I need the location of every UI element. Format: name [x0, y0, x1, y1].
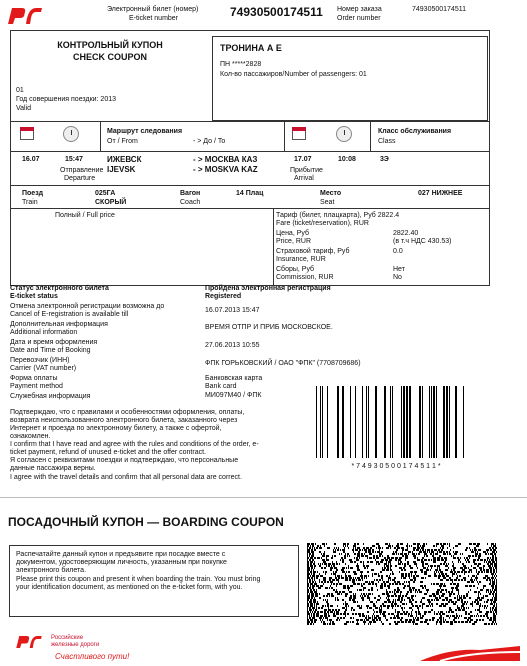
payment-label-ru: Форма оплаты: [10, 375, 58, 382]
footer-slogan: Счастливого пути!: [55, 652, 130, 661]
status-value-en: Registered: [205, 293, 242, 300]
tariff-label-ru: Тариф (билет, плацкарта), Руб 2822.4: [276, 212, 400, 219]
passenger-count: Кол-во пассажиров/Number of passengers: 01: [220, 71, 367, 78]
cancel-value: 16.07.2013 15:47: [205, 307, 260, 314]
price-value: 2822.40: [393, 230, 419, 237]
booking-label-ru: Дата и время оформления: [10, 339, 98, 346]
agreement-line: ознакомлен.: [10, 433, 51, 440]
booking-label-en: Date and Time of Booking: [10, 347, 91, 354]
train-label-ru: Поезд: [22, 190, 44, 197]
route-from-label: От / From: [107, 138, 138, 145]
footer-logo-line1: Российские: [51, 635, 84, 641]
order-label-en: Order number: [337, 15, 381, 22]
status-value-ru: Пройдена электронная регистрация: [205, 285, 331, 292]
order-number: 74930500174511: [412, 6, 466, 13]
departure-date: 16.07: [22, 156, 40, 163]
to-station-ru: - > МОСКВА КАЗ: [193, 155, 258, 164]
agreement-line: возврата неиспользованного электронного билета, заказанного через: [10, 417, 238, 424]
agreement-line: Интернет и проезда по электронному билету, а также с офертой,: [10, 425, 222, 432]
addinfo-value: ВРЕМЯ ОТПР И ПРИБ МОСКОВСКОЕ.: [205, 324, 333, 331]
passenger-name: ТРОНИНА А Е: [220, 43, 282, 53]
boarding-line: Распечатайте данный купон и предъявите при посадке вместе с: [16, 551, 226, 558]
arrival-time: 10:08: [338, 156, 356, 163]
departure-label-ru: Отправление: [60, 167, 104, 174]
carrier-label-en: Carrier (VAT number): [10, 365, 77, 372]
insurance-value: 0.0: [393, 248, 403, 255]
barcode: [316, 386, 476, 458]
route-to-label: - > До / To: [193, 138, 226, 145]
clock-icon: [63, 126, 79, 142]
booking-value: 27.06.2013 10:55: [205, 342, 260, 349]
route-label-ru: Маршрут следования: [107, 128, 183, 135]
car-label-ru: Вагон: [180, 190, 201, 197]
addinfo-label-ru: Дополнительная информация: [10, 321, 108, 328]
insurance-label-en: Insurance, RUR: [276, 256, 326, 263]
to-station-en: - > MOSKVA KAZ: [193, 165, 258, 174]
cancel-label-en: Cancel of E-registration is available till: [10, 311, 129, 318]
valid-label: Valid: [16, 105, 32, 112]
passenger-document: ПН *****2828: [220, 61, 262, 68]
coupon-title-ru: КОНТРОЛЬНЫЙ КУПОН: [57, 40, 163, 50]
departure-time: 15:47: [65, 156, 83, 163]
fees-value-en: No: [393, 274, 402, 281]
service-label-ru: Служебная информация: [10, 393, 91, 400]
from-station-ru: ИЖЕВСК: [107, 155, 142, 164]
boarding-line: Please print this coupon and present it when boarding the train. You must bring: [16, 576, 261, 583]
coupon-code: 01: [16, 87, 24, 94]
coupon-title-en: CHECK COUPON: [72, 52, 147, 62]
footer-decoration: [420, 640, 520, 661]
train-type: СКОРЫЙ: [95, 199, 127, 206]
car-label-en: Coach: [180, 199, 201, 206]
status-label-ru: Статус электронного билета: [10, 285, 109, 292]
tariff-label-en: Fare (ticket/reservation), RUR: [276, 220, 369, 227]
arrival-label-ru: Прибытие: [290, 167, 323, 174]
agreement-line: Подтверждаю, что с правилами и особенностями оформления, оплаты,: [10, 409, 245, 416]
boarding-title: ПОСАДОЧНЫЙ КУПОН — BOARDING COUPON: [8, 515, 284, 529]
agreement-line: I agree with the travel details and confirm that all personal data are correct.: [10, 474, 242, 481]
full-price-label: Полный / Full price: [55, 212, 115, 219]
agreement-line: ticket payment, refund of unused e-ticket and the offer contract.: [10, 449, 206, 456]
agreement-line: Я согласен с реквизитами поездки и подтверждаю, что персональные: [10, 457, 239, 464]
footer-rzd-logo: [14, 633, 44, 651]
arrival-date: 17.07: [294, 156, 312, 163]
train-label-en: Train: [22, 199, 38, 206]
boarding-line: your identification document, as mentioned on the e-ticket form, with you.: [16, 584, 243, 591]
price-vat: (в т.ч НДС 430.53): [393, 238, 452, 245]
fees-label-en: Commission, RUR: [276, 274, 334, 281]
service-value: МИ097М40 / ФПК: [205, 392, 262, 399]
barcode-text: * 7 4 9 3 0 5 0 0 1 7 4 5 1 1 *: [351, 463, 441, 470]
calendar-icon: [20, 127, 34, 140]
calendar-icon: [292, 127, 306, 140]
seat-number: 027 НИЖНЕЕ: [418, 190, 463, 197]
agreement-line: I confirm that I have read and agree with the rules and conditions of the order, e-: [10, 441, 259, 448]
eticket-label-en: E-ticket number: [129, 15, 179, 22]
addinfo-label-en: Additional information: [10, 329, 78, 336]
payment-value-en: Bank card: [205, 383, 237, 390]
from-station-en: IJEVSK: [107, 165, 136, 174]
insurance-label-ru: Страховой тариф, Руб: [276, 248, 350, 255]
rzd-logo: [6, 4, 44, 28]
fees-value: Нет: [393, 266, 405, 273]
arrival-label-en: Arrival: [294, 175, 314, 182]
class-code: 3Э: [380, 156, 389, 163]
eticket-label-ru: Электронный билет (номер): [107, 6, 199, 13]
cancel-label-ru: Отмена электронной регистрации возможна до: [10, 303, 165, 310]
boarding-line: документом, удостоверяющим личность, указанным при покупке: [16, 559, 227, 566]
trip-year: Год совершения поездки: 2013: [16, 96, 117, 103]
footer-logo-line2: железные дороги: [51, 642, 100, 648]
price-label-en: Price, RUR: [276, 238, 312, 245]
boarding-line: электронного билета.: [16, 567, 87, 574]
seat-label-en: Seat: [320, 199, 335, 206]
fees-label-ru: Сборы, Руб: [276, 266, 315, 273]
class-label-ru: Класс обслуживания: [378, 128, 452, 135]
price-label-ru: Цена, Руб: [276, 230, 309, 237]
payment-label-en: Payment method: [10, 383, 63, 390]
status-label-en: E-ticket status: [10, 293, 58, 300]
carrier-label-ru: Перевозчик (ИНН): [10, 357, 70, 364]
payment-value-ru: Банковская карта: [205, 375, 263, 382]
order-label-ru: Номер заказа: [337, 6, 382, 13]
carrier-value: ФПК ГОРЬКОВСКИЙ / ОАО "ФПК" (7708709686): [205, 360, 361, 367]
seat-label-ru: Место: [320, 190, 342, 197]
departure-label-en: Departure: [64, 175, 96, 182]
train-number: 025ГА: [95, 190, 116, 197]
class-label-en: Class: [378, 138, 396, 145]
car-number: 14 Плац: [236, 190, 264, 197]
eticket-number: 74930500174511: [230, 5, 323, 19]
agreement-line: данные пассажира верны.: [10, 465, 96, 472]
pdf417-barcode: [307, 543, 497, 625]
clock-icon: [336, 126, 352, 142]
